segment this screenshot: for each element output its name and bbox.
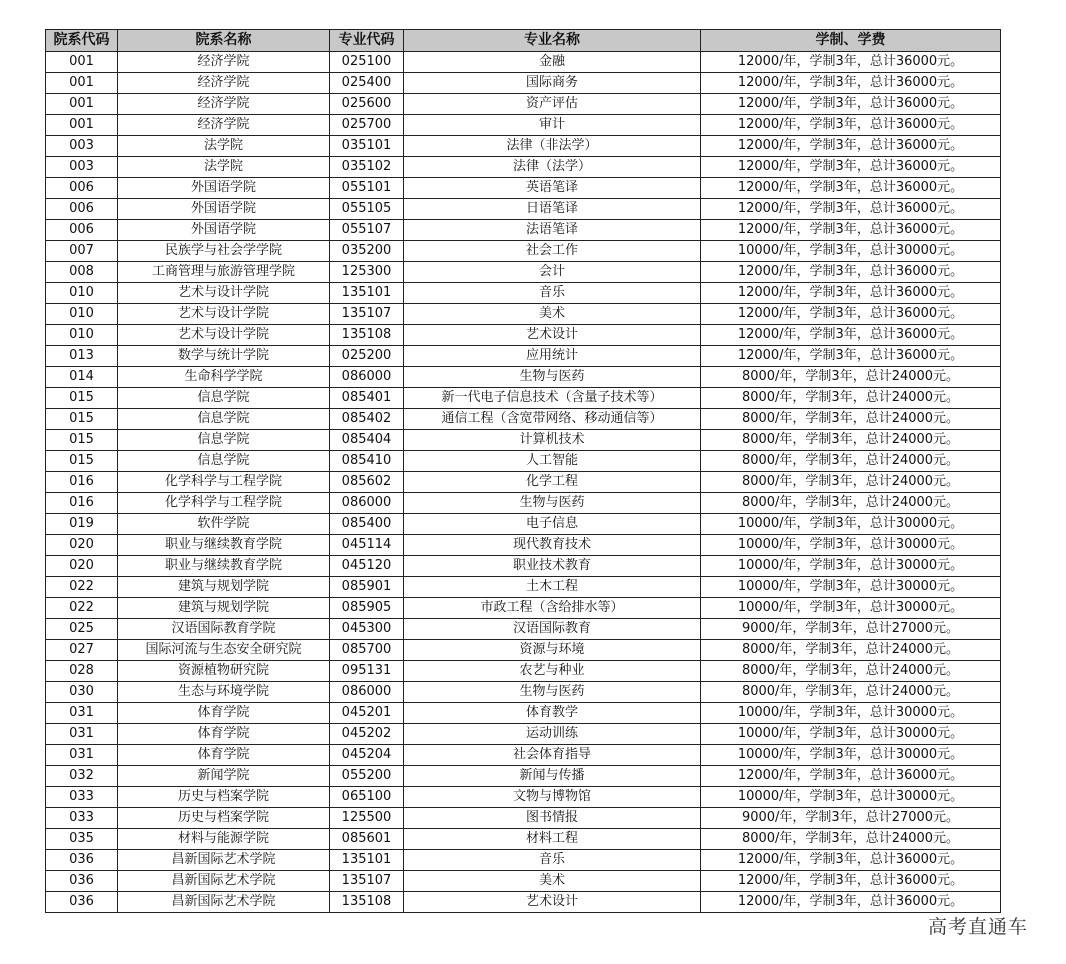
major-name-cell: 职业技术教育	[404, 556, 701, 577]
dept-code-cell: 031	[46, 745, 118, 766]
table-row	[46, 304, 1001, 325]
major-code-cell: 055101	[330, 178, 404, 199]
table-row	[46, 199, 1001, 220]
major-name-cell: 计算机技术	[404, 430, 701, 451]
table-row	[46, 871, 1001, 892]
tuition-cell: 8000/年，学制3年，总计24000元。	[701, 409, 1001, 430]
major-code-cell: 086000	[330, 493, 404, 514]
major-name-cell: 市政工程（含给排水等）	[404, 598, 701, 619]
table-row	[46, 178, 1001, 199]
major-code-cell: 085401	[330, 388, 404, 409]
major-name-cell: 化学工程	[404, 472, 701, 493]
dept-name-cell: 建筑与规划学院	[118, 598, 330, 619]
table-row	[46, 493, 1001, 514]
dept-code-cell: 013	[46, 346, 118, 367]
major-code-cell: 086000	[330, 367, 404, 388]
dept-name-cell: 信息学院	[118, 430, 330, 451]
major-name-cell: 日语笔译	[404, 199, 701, 220]
dept-name-cell: 化学科学与工程学院	[118, 472, 330, 493]
dept-name-cell: 新闻学院	[118, 766, 330, 787]
dept-name-cell: 艺术与设计学院	[118, 304, 330, 325]
tuition-cell: 8000/年，学制3年，总计24000元。	[701, 472, 1001, 493]
table-row	[46, 388, 1001, 409]
dept-name-cell: 汉语国际教育学院	[118, 619, 330, 640]
dept-name-cell: 艺术与设计学院	[118, 283, 330, 304]
table-row	[46, 703, 1001, 724]
major-code-cell: 025600	[330, 94, 404, 115]
major-name-cell: 音乐	[404, 850, 701, 871]
tuition-cell: 8000/年，学制3年，总计24000元。	[701, 388, 1001, 409]
dept-name-cell: 职业与继续教育学院	[118, 556, 330, 577]
major-code-cell: 025100	[330, 52, 404, 73]
major-name-cell: 新闻与传播	[404, 766, 701, 787]
dept-code-cell: 006	[46, 220, 118, 241]
major-name-cell: 农艺与种业	[404, 661, 701, 682]
tuition-cell: 8000/年，学制3年，总计24000元。	[701, 661, 1001, 682]
major-name-cell: 生物与医药	[404, 493, 701, 514]
dept-code-cell: 031	[46, 724, 118, 745]
dept-code-cell: 027	[46, 640, 118, 661]
dept-code-cell: 020	[46, 556, 118, 577]
dept-code-cell: 010	[46, 304, 118, 325]
major-name-cell: 资产评估	[404, 94, 701, 115]
dept-code-cell: 025	[46, 619, 118, 640]
table-row	[46, 94, 1001, 115]
header-dept-name: 院系名称	[118, 30, 330, 52]
tuition-cell: 12000/年，学制3年，总计36000元。	[701, 94, 1001, 115]
dept-name-cell: 数学与统计学院	[118, 346, 330, 367]
tuition-cell: 10000/年，学制3年，总计30000元。	[701, 577, 1001, 598]
tuition-cell: 12000/年，学制3年，总计36000元。	[701, 199, 1001, 220]
major-name-cell: 艺术设计	[404, 325, 701, 346]
tuition-cell: 8000/年，学制3年，总计24000元。	[701, 640, 1001, 661]
major-name-cell: 社会工作	[404, 241, 701, 262]
table-row	[46, 241, 1001, 262]
major-code-cell: 085901	[330, 577, 404, 598]
tuition-cell: 8000/年，学制3年，总计24000元。	[701, 451, 1001, 472]
tuition-cell: 8000/年，学制3年，总计24000元。	[701, 829, 1001, 850]
major-code-cell: 055200	[330, 766, 404, 787]
major-code-cell: 135101	[330, 283, 404, 304]
major-name-cell: 材料工程	[404, 829, 701, 850]
major-code-cell: 135107	[330, 304, 404, 325]
tuition-cell: 12000/年，学制3年，总计36000元。	[701, 850, 1001, 871]
major-name-cell: 英语笔译	[404, 178, 701, 199]
major-code-cell: 025700	[330, 115, 404, 136]
dept-code-cell: 015	[46, 388, 118, 409]
dept-name-cell: 信息学院	[118, 451, 330, 472]
table-row	[46, 535, 1001, 556]
table-row	[46, 514, 1001, 535]
table-row	[46, 619, 1001, 640]
header-major-name: 专业名称	[404, 30, 701, 52]
dept-name-cell: 外国语学院	[118, 199, 330, 220]
dept-code-cell: 010	[46, 325, 118, 346]
dept-code-cell: 035	[46, 829, 118, 850]
dept-code-cell: 003	[46, 157, 118, 178]
tuition-cell: 8000/年，学制3年，总计24000元。	[701, 493, 1001, 514]
table-row	[46, 556, 1001, 577]
major-name-cell: 汉语国际教育	[404, 619, 701, 640]
table-row	[46, 745, 1001, 766]
tuition-cell: 10000/年，学制3年，总计30000元。	[701, 514, 1001, 535]
tuition-cell: 12000/年，学制3年，总计36000元。	[701, 283, 1001, 304]
major-code-cell: 135101	[330, 850, 404, 871]
tuition-cell: 12000/年，学制3年，总计36000元。	[701, 892, 1001, 913]
table-row	[46, 409, 1001, 430]
table-row	[46, 472, 1001, 493]
major-name-cell: 艺术设计	[404, 892, 701, 913]
table-row	[46, 346, 1001, 367]
major-name-cell: 金融	[404, 52, 701, 73]
tuition-cell: 8000/年，学制3年，总计24000元。	[701, 367, 1001, 388]
table-row	[46, 829, 1001, 850]
major-name-cell: 法律（非法学）	[404, 136, 701, 157]
header-row	[46, 30, 1001, 52]
tuition-cell: 12000/年，学制3年，总计36000元。	[701, 871, 1001, 892]
major-name-cell: 资源与环境	[404, 640, 701, 661]
major-code-cell: 085410	[330, 451, 404, 472]
tuition-cell: 12000/年，学制3年，总计36000元。	[701, 220, 1001, 241]
tuition-cell: 12000/年，学制3年，总计36000元。	[701, 178, 1001, 199]
dept-code-cell: 031	[46, 703, 118, 724]
dept-code-cell: 015	[46, 430, 118, 451]
major-name-cell: 法律（法学）	[404, 157, 701, 178]
dept-name-cell: 经济学院	[118, 94, 330, 115]
major-code-cell: 135108	[330, 325, 404, 346]
dept-code-cell: 001	[46, 52, 118, 73]
dept-code-cell: 007	[46, 241, 118, 262]
major-name-cell: 电子信息	[404, 514, 701, 535]
major-code-cell: 095131	[330, 661, 404, 682]
dept-code-cell: 033	[46, 787, 118, 808]
dept-name-cell: 艺术与设计学院	[118, 325, 330, 346]
major-code-cell: 045204	[330, 745, 404, 766]
dept-name-cell: 化学科学与工程学院	[118, 493, 330, 514]
major-code-cell: 045120	[330, 556, 404, 577]
major-code-cell: 045114	[330, 535, 404, 556]
table-row	[46, 430, 1001, 451]
tuition-cell: 12000/年，学制3年，总计36000元。	[701, 115, 1001, 136]
major-code-cell: 086000	[330, 682, 404, 703]
dept-name-cell: 昌新国际艺术学院	[118, 871, 330, 892]
dept-name-cell: 体育学院	[118, 745, 330, 766]
major-code-cell: 135107	[330, 871, 404, 892]
dept-code-cell: 006	[46, 199, 118, 220]
major-name-cell: 法语笔译	[404, 220, 701, 241]
dept-code-cell: 010	[46, 283, 118, 304]
dept-code-cell: 019	[46, 514, 118, 535]
major-code-cell: 025400	[330, 73, 404, 94]
dept-code-cell: 020	[46, 535, 118, 556]
table-row	[46, 724, 1001, 745]
major-name-cell: 体育教学	[404, 703, 701, 724]
major-code-cell: 055107	[330, 220, 404, 241]
major-code-cell: 055105	[330, 199, 404, 220]
major-name-cell: 国际商务	[404, 73, 701, 94]
dept-name-cell: 软件学院	[118, 514, 330, 535]
major-name-cell: 图书情报	[404, 808, 701, 829]
major-code-cell: 085602	[330, 472, 404, 493]
dept-name-cell: 体育学院	[118, 724, 330, 745]
tuition-cell: 12000/年，学制3年，总计36000元。	[701, 52, 1001, 73]
table-row	[46, 262, 1001, 283]
major-name-cell: 通信工程（含宽带网络、移动通信等）	[404, 409, 701, 430]
tuition-cell: 10000/年，学制3年，总计30000元。	[701, 535, 1001, 556]
dept-code-cell: 014	[46, 367, 118, 388]
major-name-cell: 美术	[404, 871, 701, 892]
dept-code-cell: 036	[46, 850, 118, 871]
tuition-cell: 12000/年，学制3年，总计36000元。	[701, 346, 1001, 367]
major-name-cell: 土木工程	[404, 577, 701, 598]
dept-name-cell: 工商管理与旅游管理学院	[118, 262, 330, 283]
major-name-cell: 人工智能	[404, 451, 701, 472]
major-code-cell: 085404	[330, 430, 404, 451]
major-code-cell: 125500	[330, 808, 404, 829]
dept-name-cell: 经济学院	[118, 52, 330, 73]
major-name-cell: 审计	[404, 115, 701, 136]
table-row	[46, 640, 1001, 661]
major-code-cell: 085601	[330, 829, 404, 850]
dept-name-cell: 历史与档案学院	[118, 808, 330, 829]
dept-code-cell: 015	[46, 451, 118, 472]
dept-name-cell: 法学院	[118, 136, 330, 157]
dept-name-cell: 经济学院	[118, 73, 330, 94]
table-row	[46, 892, 1001, 913]
dept-code-cell: 022	[46, 577, 118, 598]
tuition-cell: 12000/年，学制3年，总计36000元。	[701, 157, 1001, 178]
table-row	[46, 577, 1001, 598]
tuition-cell: 12000/年，学制3年，总计36000元。	[701, 766, 1001, 787]
major-code-cell: 135108	[330, 892, 404, 913]
dept-code-cell: 008	[46, 262, 118, 283]
dept-name-cell: 昌新国际艺术学院	[118, 892, 330, 913]
major-code-cell: 025200	[330, 346, 404, 367]
table-row	[46, 787, 1001, 808]
dept-name-cell: 外国语学院	[118, 220, 330, 241]
header-dept-code: 院系代码	[46, 30, 118, 52]
dept-name-cell: 外国语学院	[118, 178, 330, 199]
table-row	[46, 850, 1001, 871]
table-row	[46, 52, 1001, 73]
table-row	[46, 283, 1001, 304]
major-name-cell: 生物与医药	[404, 367, 701, 388]
dept-code-cell: 036	[46, 871, 118, 892]
dept-code-cell: 001	[46, 73, 118, 94]
major-name-cell: 文物与博物馆	[404, 787, 701, 808]
major-name-cell: 社会体育指导	[404, 745, 701, 766]
table-row	[46, 367, 1001, 388]
dept-code-cell: 016	[46, 472, 118, 493]
table-row	[46, 73, 1001, 94]
dept-code-cell: 003	[46, 136, 118, 157]
table-row	[46, 766, 1001, 787]
major-name-cell: 应用统计	[404, 346, 701, 367]
major-code-cell: 045201	[330, 703, 404, 724]
major-code-cell: 035200	[330, 241, 404, 262]
tuition-cell: 12000/年，学制3年，总计36000元。	[701, 262, 1001, 283]
dept-code-cell: 036	[46, 892, 118, 913]
table-row	[46, 451, 1001, 472]
tuition-cell: 10000/年，学制3年，总计30000元。	[701, 241, 1001, 262]
major-code-cell: 085400	[330, 514, 404, 535]
dept-code-cell: 032	[46, 766, 118, 787]
table-row	[46, 136, 1001, 157]
dept-code-cell: 016	[46, 493, 118, 514]
major-code-cell: 035102	[330, 157, 404, 178]
table-row	[46, 115, 1001, 136]
dept-name-cell: 法学院	[118, 157, 330, 178]
tuition-cell: 10000/年，学制3年，总计30000元。	[701, 787, 1001, 808]
header-tuition: 学制、学费	[701, 30, 1001, 52]
table-row	[46, 661, 1001, 682]
major-code-cell: 065100	[330, 787, 404, 808]
table-row	[46, 808, 1001, 829]
major-code-cell: 085402	[330, 409, 404, 430]
dept-code-cell: 028	[46, 661, 118, 682]
tuition-cell: 10000/年，学制3年，总计30000元。	[701, 724, 1001, 745]
tuition-cell: 12000/年，学制3年，总计36000元。	[701, 136, 1001, 157]
major-code-cell: 045300	[330, 619, 404, 640]
dept-name-cell: 信息学院	[118, 388, 330, 409]
dept-name-cell: 信息学院	[118, 409, 330, 430]
tuition-cell: 12000/年，学制3年，总计36000元。	[701, 304, 1001, 325]
dept-name-cell: 历史与档案学院	[118, 787, 330, 808]
tuition-cell: 10000/年，学制3年，总计30000元。	[701, 598, 1001, 619]
major-name-cell: 新一代电子信息技术（含量子技术等）	[404, 388, 701, 409]
table-row	[46, 157, 1001, 178]
dept-code-cell: 022	[46, 598, 118, 619]
major-code-cell: 035101	[330, 136, 404, 157]
dept-name-cell: 建筑与规划学院	[118, 577, 330, 598]
dept-code-cell: 001	[46, 94, 118, 115]
dept-code-cell: 033	[46, 808, 118, 829]
dept-code-cell: 001	[46, 115, 118, 136]
tuition-cell: 8000/年，学制3年，总计24000元。	[701, 430, 1001, 451]
major-name-cell: 美术	[404, 304, 701, 325]
tuition-cell: 12000/年，学制3年，总计36000元。	[701, 73, 1001, 94]
tuition-cell: 10000/年，学制3年，总计30000元。	[701, 703, 1001, 724]
dept-name-cell: 生态与环境学院	[118, 682, 330, 703]
table-row	[46, 682, 1001, 703]
major-name-cell: 音乐	[404, 283, 701, 304]
dept-name-cell: 资源植物研究院	[118, 661, 330, 682]
tuition-cell: 9000/年，学制3年，总计27000元。	[701, 808, 1001, 829]
watermark: 高考直通车	[928, 916, 1029, 938]
dept-name-cell: 材料与能源学院	[118, 829, 330, 850]
major-code-cell: 085905	[330, 598, 404, 619]
dept-name-cell: 经济学院	[118, 115, 330, 136]
major-name-cell: 生物与医药	[404, 682, 701, 703]
dept-code-cell: 006	[46, 178, 118, 199]
dept-code-cell: 030	[46, 682, 118, 703]
table-body	[46, 52, 1001, 913]
tuition-table	[45, 29, 1001, 913]
tuition-cell: 10000/年，学制3年，总计30000元。	[701, 745, 1001, 766]
dept-name-cell: 职业与继续教育学院	[118, 535, 330, 556]
major-name-cell: 现代教育技术	[404, 535, 701, 556]
major-name-cell: 运动训练	[404, 724, 701, 745]
dept-code-cell: 015	[46, 409, 118, 430]
table-row	[46, 598, 1001, 619]
table-row	[46, 220, 1001, 241]
major-code-cell: 045202	[330, 724, 404, 745]
tuition-cell: 8000/年，学制3年，总计24000元。	[701, 682, 1001, 703]
major-code-cell: 125300	[330, 262, 404, 283]
dept-name-cell: 民族学与社会学学院	[118, 241, 330, 262]
dept-name-cell: 生命科学学院	[118, 367, 330, 388]
tuition-cell: 10000/年，学制3年，总计30000元。	[701, 556, 1001, 577]
tuition-cell: 12000/年，学制3年，总计36000元。	[701, 325, 1001, 346]
major-name-cell: 会计	[404, 262, 701, 283]
table-row	[46, 325, 1001, 346]
major-code-cell: 085700	[330, 640, 404, 661]
dept-name-cell: 体育学院	[118, 703, 330, 724]
header-major-code: 专业代码	[330, 30, 404, 52]
dept-name-cell: 国际河流与生态安全研究院	[118, 640, 330, 661]
tuition-cell: 9000/年，学制3年，总计27000元。	[701, 619, 1001, 640]
dept-name-cell: 昌新国际艺术学院	[118, 850, 330, 871]
